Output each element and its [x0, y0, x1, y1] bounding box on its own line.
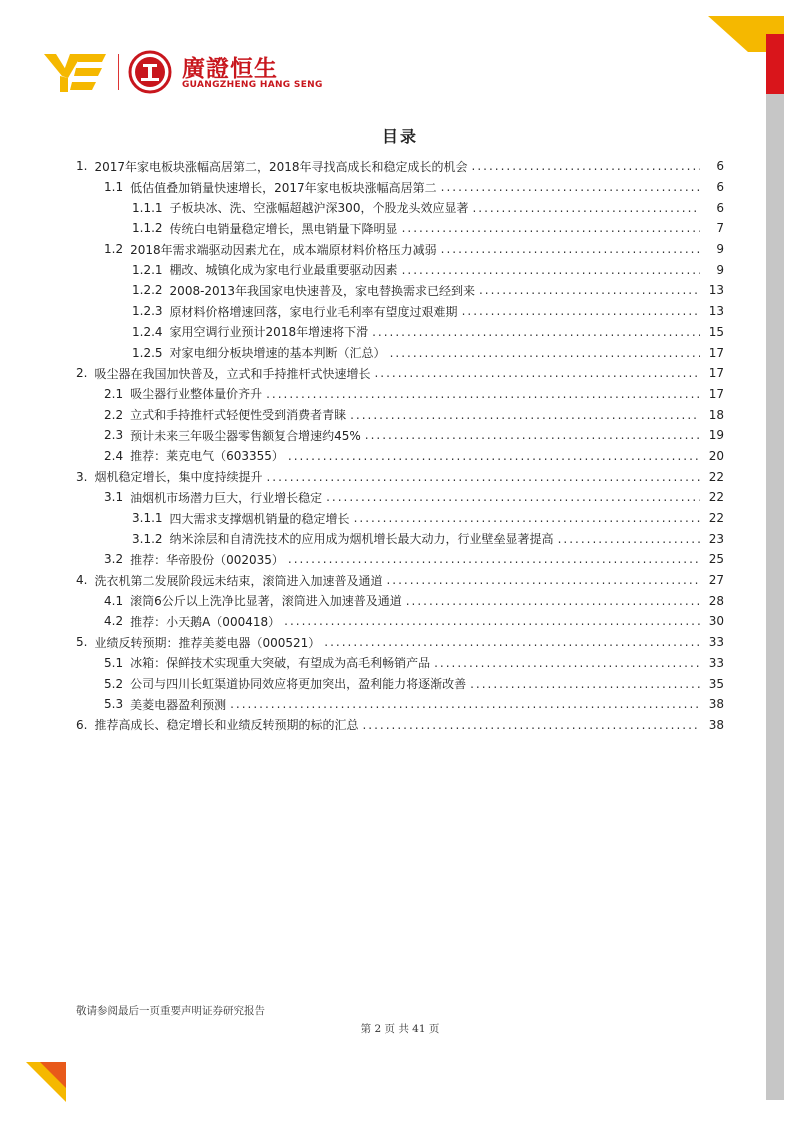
toc-entry[interactable]: [76, 446, 724, 467]
toc-entry-title: 油烟机市场潜力巨大，行业增长稳定: [130, 490, 323, 505]
toc-entry-page: 27: [708, 573, 724, 588]
corner-decoration-bottom: [26, 1062, 66, 1102]
toc-entry-title: 传统白电销量稳定增长，黑电销量下降明显: [169, 221, 398, 236]
toc-entry-title: 家用空调行业预计2018年增速将下滑: [169, 325, 369, 340]
toc-entry[interactable]: [76, 301, 724, 322]
side-bar: [766, 34, 784, 1100]
toc-entry-page: 9: [716, 242, 724, 257]
toc-leader-dots: [365, 428, 700, 442]
logo-divider: [118, 54, 119, 90]
toc-leader-dots: [441, 242, 700, 256]
toc-entry[interactable]: [76, 570, 724, 591]
toc-entry-page: 19: [708, 428, 724, 443]
toc-entry-page: 22: [708, 469, 724, 484]
toc-entry[interactable]: [76, 715, 724, 736]
toc-entry-page: 9: [716, 262, 724, 277]
toc-leader-dots: [266, 387, 700, 401]
toc-entry[interactable]: [76, 632, 724, 653]
toc-entry[interactable]: [76, 653, 724, 674]
toc-entry-page: 17: [708, 386, 724, 401]
toc-leader-dots: [406, 594, 700, 608]
toc-leader-dots: [354, 511, 700, 525]
toc-leader-dots: [390, 346, 700, 360]
toc-entry-title: 推荐：莱克电气（603355）: [130, 449, 284, 464]
toc-entry-number: 3.: [76, 469, 88, 484]
toc-entry-title: 冰箱：保鲜技术实现重大突破，有望成为高毛利畅销产品: [130, 656, 431, 671]
toc-entry[interactable]: [76, 673, 724, 694]
toc-entry-page: 33: [708, 635, 724, 650]
toc-entry[interactable]: [76, 259, 724, 280]
toc-title: 目录: [381, 127, 418, 146]
toc-entry-page: 6: [716, 200, 724, 215]
toc-entry-title: 吸尘器行业整体量价齐升: [130, 387, 263, 402]
toc-entry[interactable]: [76, 280, 724, 301]
toc-leader-dots: [288, 552, 700, 566]
toc-entry[interactable]: [76, 363, 724, 384]
toc-entry-title: 推荐：小天鹅A（000418）: [130, 614, 281, 629]
toc-entry-title: 公司与四川长虹渠道协同效应将更加突出，盈利能力将逐渐改善: [130, 677, 467, 692]
toc-entry[interactable]: [76, 549, 724, 570]
toc-entry[interactable]: [76, 466, 724, 487]
toc-entry-title: 原材料价格增速回落，家电行业毛利率有望度过艰难期: [169, 304, 458, 319]
toc-entry-number: 4.: [76, 573, 88, 588]
toc-entry-number: 1.1.2: [132, 221, 163, 236]
toc-entry[interactable]: [76, 177, 724, 198]
toc-entry-title: 烟机稳定增长，集中度持续提升: [94, 470, 263, 485]
toc-entry[interactable]: [76, 322, 724, 343]
toc-entry-title: 低估值叠加销量快速增长，2017年家电板块涨幅高居第二: [130, 180, 437, 195]
toc-entry-number: 3.1.2: [132, 531, 163, 546]
toc-leader-dots: [470, 677, 700, 691]
toc-entry-page: 6: [716, 180, 724, 195]
toc-leader-dots: [386, 573, 700, 587]
toc-leader-dots: [362, 718, 700, 732]
toc-leader-dots: [472, 159, 700, 173]
toc-entry-number: 1.2.5: [132, 345, 163, 360]
toc-entry[interactable]: [76, 694, 724, 715]
toc-leader-dots: [472, 201, 700, 215]
table-of-contents: [76, 156, 724, 735]
toc-entry-number: 5.1: [104, 655, 124, 670]
toc-entry-number: 5.: [76, 635, 88, 650]
toc-leader-dots: [479, 283, 700, 297]
toc-entry[interactable]: [76, 197, 724, 218]
toc-entry-page: 23: [708, 531, 724, 546]
toc-leader-dots: [372, 325, 700, 339]
toc-entry[interactable]: [76, 611, 724, 632]
toc-entry[interactable]: [76, 487, 724, 508]
toc-entry-page: 38: [708, 697, 724, 712]
toc-entry-number: 1.2.2: [132, 283, 163, 298]
toc-entry-number: 1.: [76, 159, 88, 174]
toc-entry[interactable]: [76, 342, 724, 363]
toc-leader-dots: [288, 449, 700, 463]
toc-entry-number: 2.3: [104, 428, 124, 443]
toc-entry-number: 6.: [76, 717, 88, 732]
toc-entry-title: 四大需求支撑烟机销量的稳定增长: [169, 511, 350, 526]
toc-entry[interactable]: [76, 239, 724, 260]
toc-entry-page: 38: [708, 717, 724, 732]
toc-leader-dots: [434, 656, 700, 670]
toc-entry[interactable]: [76, 156, 724, 177]
toc-entry-number: 5.3: [104, 697, 124, 712]
toc-entry-page: 35: [708, 676, 724, 691]
toc-entry-title: 对家电细分板块增速的基本判断（汇总）: [169, 346, 386, 361]
side-bar-accent: [766, 34, 784, 94]
toc-entry-page: 17: [708, 366, 724, 381]
seal-icon: [128, 50, 172, 94]
toc-entry-page: 22: [708, 511, 724, 526]
toc-entry-number: 2.4: [104, 448, 124, 463]
toc-entry-page: 20: [708, 448, 724, 463]
toc-entry-page: 33: [708, 655, 724, 670]
toc-entry[interactable]: [76, 590, 724, 611]
brand-name-en: GUANGZHENG HANG SENG: [182, 80, 323, 90]
toc-entry-title: 2018年需求端驱动因素尤在，成本端原材料价格压力减弱: [130, 242, 437, 257]
toc-entry[interactable]: [76, 218, 724, 239]
toc-entry-page: 6: [716, 159, 724, 174]
toc-entry[interactable]: [76, 508, 724, 529]
toc-entry-number: 1.1.1: [132, 200, 163, 215]
toc-entry-title: 2017年家电板块涨幅高居第二，2018年寻找高成长和稳定成长的机会: [94, 159, 468, 174]
toc-entry-number: 3.1.1: [132, 511, 163, 526]
toc-leader-dots: [441, 180, 700, 194]
company-logo-icon: [44, 50, 106, 94]
toc-entry[interactable]: [76, 528, 724, 549]
toc-leader-dots: [324, 635, 700, 649]
toc-entry-page: 17: [708, 345, 724, 360]
toc-entry-page: 25: [708, 552, 724, 567]
toc-entry-title: 预计未来三年吸尘器零售额复合增速约45%: [130, 428, 361, 443]
toc-leader-dots: [558, 532, 700, 546]
toc-entry-number: 4.2: [104, 614, 124, 629]
toc-entry-title: 滚筒6公斤以上洗净比显著，滚筒进入加速普及通道: [130, 594, 402, 609]
toc-leader-dots: [350, 408, 700, 422]
toc-entry-title: 立式和手持推杆式轻便性受到消费者青睐: [130, 408, 347, 423]
toc-entry-title: 推荐高成长、稳定增长和业绩反转预期的标的汇总: [94, 718, 359, 733]
toc-leader-dots: [284, 614, 700, 628]
toc-entry-number: 2.: [76, 366, 88, 381]
toc-entry-number: 5.2: [104, 676, 124, 691]
toc-entry-number: 3.1: [104, 490, 124, 505]
toc-leader-dots: [402, 263, 700, 277]
toc-entry-title: 推荐：华帝股份（002035）: [130, 552, 284, 567]
toc-leader-dots: [266, 470, 700, 484]
toc-entry-number: 1.2.3: [132, 304, 163, 319]
toc-entry-title: 纳米涂层和自清洗技术的应用成为烟机增长最大动力，行业壁垒显著提高: [169, 532, 554, 547]
toc-entry-title: 棚改、城镇化成为家电行业最重要驱动因素: [169, 263, 398, 278]
toc-entry-page: 18: [708, 407, 724, 422]
toc-entry-number: 1.1: [104, 180, 124, 195]
toc-entry[interactable]: [76, 384, 724, 405]
toc-entry-title: 吸尘器在我国加快普及，立式和手持推杆式快速增长: [94, 366, 371, 381]
toc-leader-dots: [326, 490, 700, 504]
toc-leader-dots: [402, 221, 700, 235]
toc-entry-number: 2.1: [104, 386, 124, 401]
toc-entry[interactable]: [76, 404, 724, 425]
toc-entry-number: 2.2: [104, 407, 124, 422]
toc-entry-title: 子板块冰、洗、空涨幅超越沪深300，个股龙头效应显著: [169, 201, 469, 216]
toc-entry-page: 13: [708, 304, 724, 319]
toc-entry-title: 2008-2013年我国家电快速普及，家电替换需求已经到来: [169, 283, 475, 298]
toc-entry-page: 22: [708, 490, 724, 505]
toc-entry-number: 3.2: [104, 552, 124, 567]
page-number: 第 2 页 共 41 页: [360, 1023, 440, 1035]
toc-entry-number: 1.2: [104, 242, 124, 257]
toc-entry-title: 业绩反转预期：推荐美菱电器（000521）: [94, 635, 321, 650]
toc-entry-page: 7: [716, 221, 724, 236]
toc-entry[interactable]: [76, 425, 724, 446]
toc-entry-number: 1.2.1: [132, 262, 163, 277]
toc-entry-page: 30: [708, 614, 724, 629]
toc-entry-title: 美菱电器盈利预测: [130, 697, 227, 712]
toc-entry-number: 1.2.4: [132, 324, 163, 339]
toc-leader-dots: [374, 366, 700, 380]
toc-leader-dots: [462, 304, 700, 318]
brand-name-cn: 廣證恒生: [182, 56, 278, 82]
toc-leader-dots: [230, 697, 700, 711]
toc-entry-page: 28: [708, 593, 724, 608]
disclaimer-note: 敬请参阅最后一页重要声明证券研究报告: [76, 1005, 265, 1017]
toc-entry-title: 洗衣机第二发展阶段远未结束，滚筒进入加速普及通道: [94, 573, 383, 588]
toc-entry-page: 15: [708, 324, 724, 339]
toc-entry-number: 4.1: [104, 593, 124, 608]
toc-entry-page: 13: [708, 283, 724, 298]
